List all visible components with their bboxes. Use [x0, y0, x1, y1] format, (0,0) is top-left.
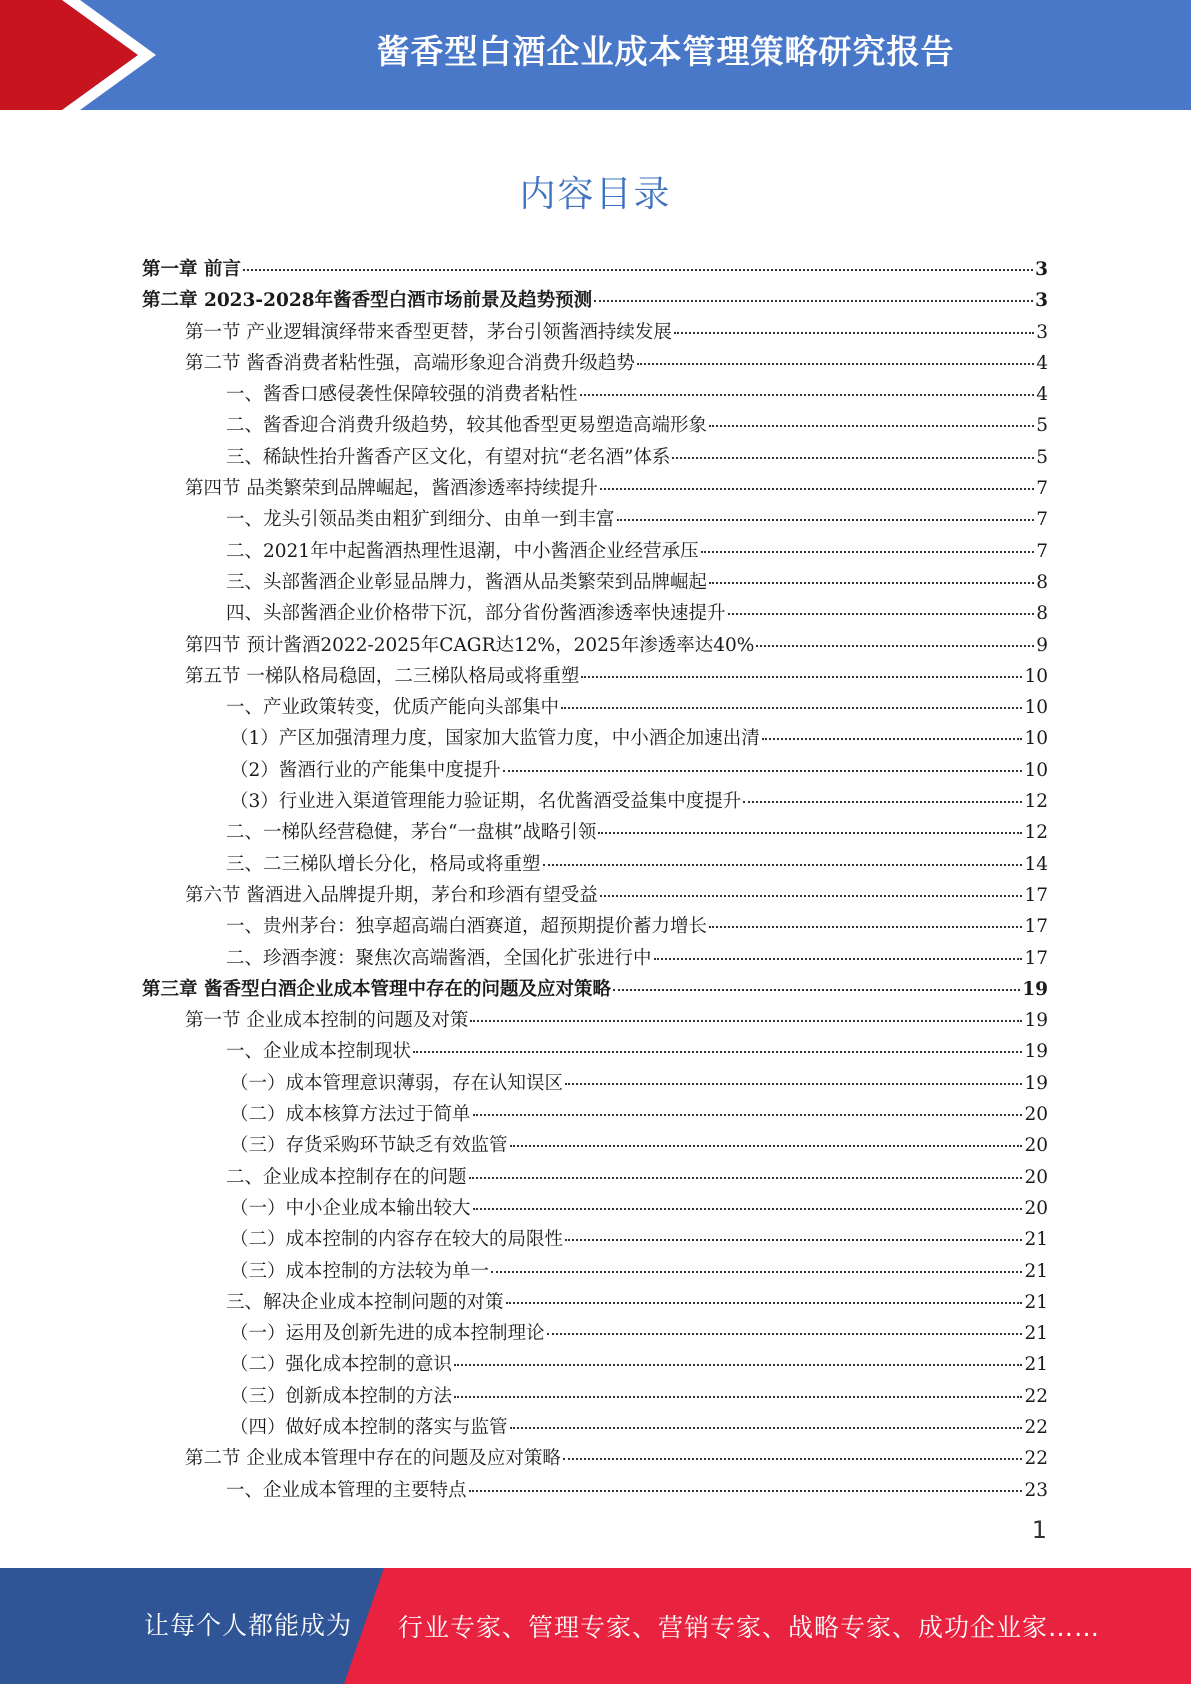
toc-leader-dots — [674, 332, 1034, 334]
toc-entry-title: （四）做好成本控制的落实与监管 — [230, 1416, 508, 1438]
toc-leader-dots — [469, 1490, 1023, 1492]
toc-entry-page: 20 — [1024, 1197, 1048, 1219]
toc-entry-title: （2）酱酒行业的产能集中度提升 — [230, 759, 501, 781]
toc-entry-title: 二、酱香迎合消费升级趋势，较其他香型更易塑造高端形象 — [226, 415, 708, 437]
toc-leader-dots — [709, 425, 1034, 427]
toc-entry[interactable] — [142, 880, 1048, 911]
toc-entry-page: 14 — [1024, 853, 1048, 875]
toc-entry-title: （3）行业进入渠道管理能力验证期，名优酱酒受益集中度提升 — [230, 791, 742, 813]
toc-entry-page: 7 — [1036, 478, 1048, 500]
toc-entry-page: 10 — [1024, 697, 1048, 719]
toc-entry[interactable] — [142, 1349, 1048, 1380]
toc-entry-title: 三、二三梯队增长分化，格局或将重塑 — [226, 853, 541, 875]
toc-leader-dots — [581, 676, 1022, 678]
toc-entry[interactable] — [142, 1130, 1048, 1161]
toc-entry-page: 3 — [1035, 259, 1048, 280]
toc-leader-dots — [563, 1458, 1023, 1460]
toc-leader-dots — [543, 864, 1023, 866]
toc-entry[interactable] — [142, 974, 1048, 1005]
page-number: 1 — [1031, 1516, 1047, 1544]
toc-leader-dots — [728, 613, 1035, 615]
toc-leader-dots — [547, 1333, 1023, 1335]
toc-entry[interactable] — [142, 504, 1048, 535]
toc-leader-dots — [598, 832, 1022, 834]
toc-leader-dots — [506, 1302, 1023, 1304]
toc-entry[interactable] — [142, 911, 1048, 942]
toc-entry-title: 第二节 酱香消费者粘性强，高端形象迎合消费升级趋势 — [185, 352, 635, 374]
toc-entry-page: 20 — [1024, 1104, 1048, 1126]
footer-slogan-right: 行业专家、管理专家、营销专家、战略专家、成功企业家…… — [398, 1613, 1101, 1642]
toc-entry-page: 8 — [1036, 603, 1048, 625]
toc-entry-title: （1）产区加强清理力度，国家加大监管力度，中小酒企加速出清 — [230, 728, 760, 750]
toc-entry[interactable] — [142, 755, 1048, 786]
toc-entry-page: 5 — [1036, 415, 1048, 437]
toc-entry[interactable] — [142, 1036, 1048, 1067]
toc-entry-title: （三）存货采购环节缺乏有效监管 — [230, 1135, 508, 1157]
toc-entry-title: （二）成本控制的内容存在较大的局限性 — [230, 1229, 564, 1251]
toc-entry[interactable] — [142, 254, 1048, 285]
toc-entry-title: 第一节 产业逻辑演绎带来香型更替，茅台引领酱酒持续发展 — [185, 321, 672, 343]
toc-leader-dots — [503, 770, 1023, 772]
toc-entry-title: 一、贵州茅台：独享超高端白酒赛道，超预期提价蓄力增长 — [226, 916, 708, 938]
toc-entry[interactable] — [142, 1068, 1048, 1099]
toc-entry[interactable] — [142, 661, 1048, 692]
toc-leader-dots — [510, 1427, 1023, 1429]
toc-entry-page: 4 — [1036, 384, 1048, 406]
toc-leader-dots — [469, 1177, 1023, 1179]
toc-entry-page: 10 — [1024, 759, 1048, 781]
toc-leader-dots — [470, 1020, 1022, 1022]
toc-leader-dots — [454, 1364, 1022, 1366]
toc-entry[interactable] — [142, 849, 1048, 880]
toc-entry-title: 二、企业成本控制存在的问题 — [226, 1166, 467, 1188]
toc-leader-dots — [594, 300, 1033, 302]
toc-entry-title: 第四节 品类繁荣到品牌崛起，酱酒渗透率持续提升 — [185, 478, 598, 500]
toc-leader-dots — [565, 1083, 1022, 1085]
footer-slogan-left: 让每个人都能成为 — [144, 1611, 353, 1640]
toc-entry-page: 22 — [1024, 1385, 1048, 1407]
toc-entry-title: 三、头部酱酒企业彰显品牌力，酱酒从品类繁荣到品牌崛起 — [226, 571, 708, 593]
toc-entry-page: 21 — [1024, 1291, 1048, 1313]
toc-entry[interactable] — [142, 1005, 1048, 1036]
toc-entry-page: 21 — [1024, 1323, 1048, 1345]
toc-entry-title: 第一节 企业成本控制的问题及对策 — [185, 1010, 469, 1032]
toc-entry[interactable] — [142, 442, 1048, 473]
toc-entry-title: 第六节 酱酒进入品牌提升期，茅台和珍酒有望受益 — [185, 884, 598, 906]
footer-banner — [0, 1568, 1191, 1684]
toc-entry-page: 17 — [1024, 884, 1048, 906]
toc-entry-title: （一）成本管理意识薄弱，存在认知误区 — [230, 1072, 564, 1094]
toc-entry-page: 19 — [1024, 1041, 1048, 1063]
toc-entry-page: 17 — [1024, 916, 1048, 938]
red-chevron-icon — [0, 0, 160, 110]
table-of-contents — [142, 254, 1048, 1506]
toc-entry[interactable] — [142, 723, 1048, 754]
toc-entry[interactable] — [142, 1412, 1048, 1443]
toc-entry-title: 一、企业成本管理的主要特点 — [226, 1479, 467, 1501]
toc-entry[interactable] — [142, 1256, 1048, 1287]
toc-leader-dots — [454, 1396, 1022, 1398]
toc-entry-title: 一、酱香口感侵袭性保障较强的消费者粘性 — [226, 384, 578, 406]
toc-entry-page: 21 — [1024, 1354, 1048, 1376]
toc-entry[interactable] — [142, 1193, 1048, 1224]
toc-leader-dots — [473, 1208, 1023, 1210]
toc-entry-title: （二）强化成本控制的意识 — [230, 1354, 453, 1376]
toc-entry-title: （三）成本控制的方法较为单一 — [230, 1260, 490, 1282]
toc-leader-dots — [762, 738, 1023, 740]
toc-entry[interactable] — [142, 410, 1048, 441]
toc-leader-dots — [637, 363, 1034, 365]
toc-leader-dots — [561, 707, 1022, 709]
toc-leader-dots — [709, 582, 1034, 584]
toc-entry-title: （一）中小企业成本输出较大 — [230, 1197, 471, 1219]
toc-leader-dots — [709, 926, 1022, 928]
toc-entry-page: 10 — [1024, 728, 1048, 750]
toc-entry-title: 二、一梯队经营稳健，茅台“一盘棋”战略引领 — [226, 822, 597, 844]
toc-entry-title: 三、解决企业成本控制问题的对策 — [226, 1291, 504, 1313]
toc-entry[interactable] — [142, 943, 1048, 974]
toc-entry-title: 二、2021年中起酱酒热理性退潮，中小酱酒企业经营承压 — [226, 540, 699, 562]
toc-entry-title: 一、企业成本控制现状 — [226, 1041, 412, 1063]
toc-entry-page: 17 — [1024, 947, 1048, 969]
toc-leader-dots — [491, 1271, 1022, 1273]
toc-entry[interactable] — [142, 567, 1048, 598]
toc-entry-page: 19 — [1024, 1010, 1048, 1032]
toc-leader-dots — [654, 958, 1023, 960]
toc-entry-page: 19 — [1024, 1072, 1048, 1094]
toc-entry-page: 7 — [1036, 540, 1048, 562]
toc-entry-title: 二、珍酒李渡：聚焦次高端酱酒，全国化扩张进行中 — [226, 947, 652, 969]
toc-entry[interactable] — [142, 536, 1048, 567]
toc-entry[interactable] — [142, 379, 1048, 410]
toc-leader-dots — [565, 1239, 1022, 1241]
toc-entry[interactable] — [142, 1224, 1048, 1255]
toc-entry-page: 20 — [1024, 1166, 1048, 1188]
toc-entry[interactable] — [142, 1475, 1048, 1506]
toc-entry-title: 一、龙头引领品类由粗犷到细分、由单一到丰富 — [226, 509, 615, 531]
toc-entry-title: （二）成本核算方法过于简单 — [230, 1104, 471, 1126]
toc-entry[interactable] — [142, 1287, 1048, 1318]
toc-entry-title: 四、头部酱酒企业价格带下沉，部分省份酱酒渗透率快速提升 — [226, 603, 726, 625]
report-header — [0, 0, 1191, 110]
toc-entry-title: 第一章 前言 — [142, 259, 241, 280]
toc-entry[interactable] — [142, 1318, 1048, 1349]
toc-entry[interactable] — [142, 285, 1048, 316]
toc-entry-title: 第三章 酱香型白酒企业成本管理中存在的问题及应对策略 — [142, 978, 611, 1000]
toc-leader-dots — [243, 269, 1033, 271]
toc-entry-title: 第二章 2023-2028年酱香型白酒市场前景及趋势预测 — [142, 290, 593, 312]
toc-entry[interactable] — [142, 317, 1048, 348]
toc-entry[interactable] — [142, 692, 1048, 723]
toc-entry-page: 23 — [1024, 1479, 1048, 1501]
toc-entry-page: 10 — [1024, 665, 1048, 687]
toc-entry[interactable] — [142, 348, 1048, 379]
toc-leader-dots — [613, 989, 1020, 991]
toc-entry-page: 20 — [1024, 1135, 1048, 1157]
toc-leader-dots — [600, 488, 1034, 490]
toc-entry-page: 5 — [1036, 446, 1048, 468]
toc-leader-dots — [413, 1051, 1022, 1053]
toc-leader-dots — [600, 895, 1023, 897]
toc-leader-dots — [617, 519, 1035, 521]
toc-entry-title: 一、产业政策转变，优质产能向头部集中 — [226, 697, 560, 719]
toc-entry-title: （一）运用及创新先进的成本控制理论 — [230, 1323, 545, 1345]
toc-entry[interactable] — [142, 598, 1048, 629]
toc-entry[interactable] — [142, 817, 1048, 848]
toc-entry-title: （三）创新成本控制的方法 — [230, 1385, 453, 1407]
toc-entry-page: 4 — [1036, 352, 1048, 374]
toc-entry-page: 9 — [1036, 634, 1048, 656]
toc-leader-dots — [756, 645, 1034, 647]
toc-entry-page: 19 — [1022, 978, 1048, 1000]
toc-entry[interactable] — [142, 1381, 1048, 1412]
toc-entry-page: 21 — [1024, 1229, 1048, 1251]
toc-entry-page: 22 — [1024, 1416, 1048, 1438]
toc-entry[interactable] — [142, 630, 1048, 661]
toc-leader-dots — [580, 394, 1035, 396]
report-title: 酱香型白酒企业成本管理策略研究报告 — [376, 32, 955, 71]
toc-leader-dots — [701, 551, 1035, 553]
toc-entry-page: 12 — [1024, 791, 1048, 813]
toc-leader-dots — [743, 801, 1022, 803]
toc-entry[interactable] — [142, 1162, 1048, 1193]
toc-entry-page: 7 — [1036, 509, 1048, 531]
toc-entry-title: 第四节 预计酱酒2022-2025年CAGR达12%，2025年渗透率达40% — [185, 634, 755, 656]
toc-leader-dots — [510, 1145, 1023, 1147]
toc-entry[interactable] — [142, 1099, 1048, 1130]
toc-entry[interactable] — [142, 1443, 1048, 1474]
toc-entry-page: 3 — [1036, 321, 1048, 343]
toc-entry[interactable] — [142, 786, 1048, 817]
toc-entry-page: 12 — [1024, 822, 1048, 844]
toc-entry-title: 第五节 一梯队格局稳固，二三梯队格局或将重塑 — [185, 665, 580, 687]
toc-entry-page: 3 — [1035, 290, 1048, 312]
toc-entry-title: 三、稀缺性抬升酱香产区文化，有望对抗“老名酒”体系 — [226, 446, 671, 468]
toc-entry-title: 第二节 企业成本管理中存在的问题及应对策略 — [185, 1448, 561, 1470]
toc-leader-dots — [473, 1114, 1023, 1116]
toc-leader-dots — [672, 457, 1034, 459]
toc-entry-page: 22 — [1024, 1448, 1048, 1470]
toc-entry-page: 21 — [1024, 1260, 1048, 1282]
toc-entry[interactable] — [142, 473, 1048, 504]
toc-title: 内容目录 — [519, 174, 672, 215]
toc-entry-page: 8 — [1036, 571, 1048, 593]
